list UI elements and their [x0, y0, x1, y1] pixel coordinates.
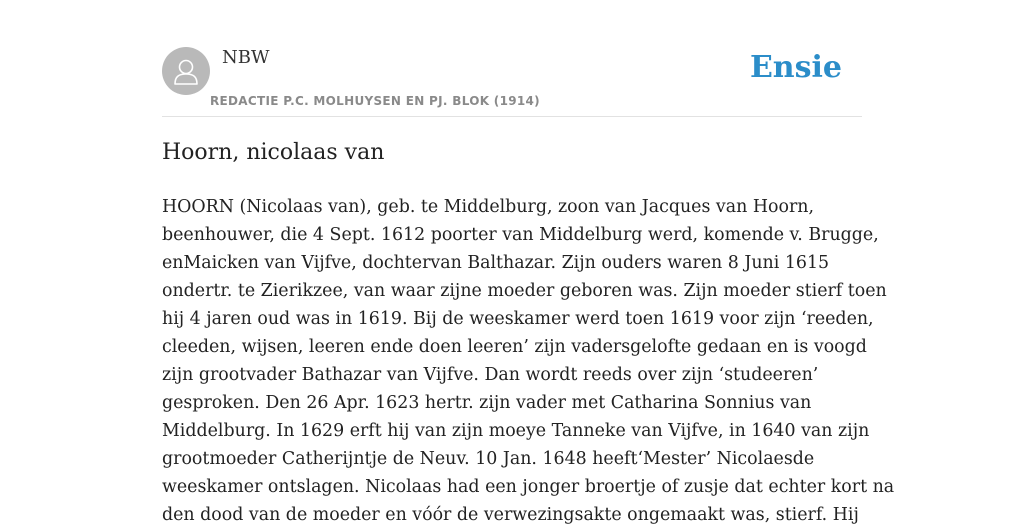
body-line: zijn grootvader Bathazar van Vijfve. Dan wordt reeds over zijn ‘studeeren’ [162, 365, 819, 385]
byline: REDACTIE P.C. MOLHUYSEN EN PJ. BLOK (1914) [210, 94, 540, 108]
body-line: Middelburg. In 1629 erft hij van zijn moeye Tanneke van Vijfve, in 1640 van zijn [162, 421, 870, 441]
body-line: den dood van de moeder en vóór de verwezingsakte ongemaakt was, stierf. Hij [162, 505, 859, 525]
body-line: ondertr. te Zierikzee, van waar zijne moeder geboren was. Zijn moeder stierf toen [162, 281, 887, 301]
body-line: enMaicken van Vijfve, dochtervan Balthazar. Zijn ouders waren 8 Juni 1615 [162, 253, 830, 273]
body-line: gesproken. Den 26 Apr. 1623 hertr. zijn vader met Catharina Sonnius van [162, 393, 812, 413]
body-line: HOORN (Nicolaas van), geb. te Middelburg, zoon van Jacques van Hoorn, [162, 197, 814, 217]
brand-logo[interactable]: Ensie [749, 50, 842, 85]
avatar[interactable] [162, 47, 210, 95]
article-title: Hoorn, nicolaas van [162, 140, 385, 165]
body-line: hij 4 jaren oud was in 1619. Bij de weeskamer werd toen 1619 voor zijn ‘reeden, [162, 309, 874, 329]
user-icon [162, 47, 210, 95]
article-header [162, 0, 862, 117]
article-body [162, 193, 895, 529]
body-line: grootmoeder Catherijntje de Neuv. 10 Jan. 1648 heeft‘Mester’ Nicolaesde [162, 449, 815, 469]
body-line: beenhouwer, die 4 Sept. 1612 poorter van Middelburg werd, komende v. Brugge, [162, 225, 879, 245]
body-line: cleeden, wijsen, leeren ende doen leeren’ zijn vadersgelofte gedaan en is voogd [162, 337, 867, 357]
source-name[interactable]: NBW [222, 47, 270, 68]
page [162, 0, 895, 525]
body-line: weeskamer ontslagen. Nicolaas had een jonger broertje of zusje dat echter kort na [162, 477, 895, 497]
